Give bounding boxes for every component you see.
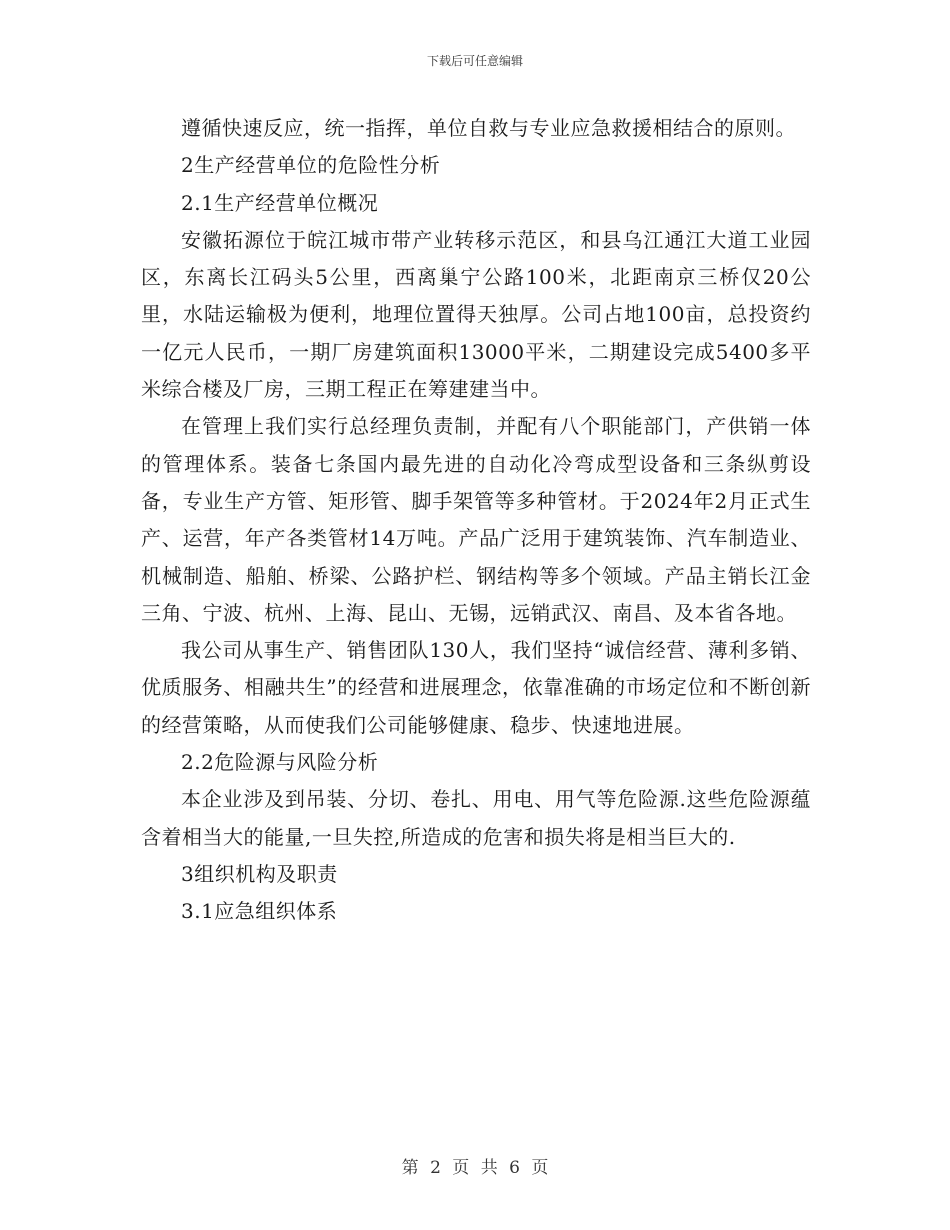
paragraph-management: 在管理上我们实行总经理负责制，并配有八个职能部门，产供销一体的管理体系。装备七条国内最先进的自动化冷弯成型设备和三条纵剪设备，专业生产方管、矩形管、脚手架管等多种管材。于2024年2月正式生产、运营，年产各类管材14万吨。产品广泛用于建筑装饰、汽车制造业、机械制造、船舶、桥梁、公路护栏、钢结构等多个领域。产品主销长江金三角、宁波、杭州、上海、昆山、无锡，远销武汉、南昌、及本省各地。 — [141, 414, 811, 625]
section-heading-2-2: 2.2危险源与风险分析 — [181, 750, 379, 775]
paragraph-hazards: 本企业涉及到吊装、分切、卷扎、用电、用气等危险源.这些危险源蕴含着相当大的能量,一旦失控,所造成的危害和损失将是相当巨大的. — [141, 787, 811, 849]
page-header: 下载后可任意编辑 — [426, 54, 523, 68]
paragraph-company-location: 安徽拓源位于皖江城市带产业转移示范区，和县乌江通江大道工业园区，东离长江码头5公里，西离巢宁公路100米，北距南京三桥仅20公里，水陆运输极为便利，地理位置得天独厚。公司占地100亩，总投资约一亿元人民币，一期厂房建筑面积13000平米，二期建设完成5400多平米综合楼及厂房，三期工程正在筹建建当中。 — [141, 227, 811, 402]
section-heading-2: 2生产经营单位的危险性分析 — [181, 153, 441, 178]
document-body — [141, 110, 811, 931]
section-heading-3: 3组织机构及职责 — [181, 861, 338, 886]
section-heading-3-1: 3.1应急组织体系 — [181, 899, 338, 924]
section-heading-2-1: 2.1生产经营单位概况 — [181, 190, 379, 215]
paragraph-principle: 遵循快速反应，统一指挥，单位自救与专业应急救援相结合的原则。 — [181, 116, 796, 140]
paragraph-team: 我公司从事生产、销售团队130人，我们坚持“诚信经营、薄利多销、优质服务、相融共生”的经营和进展理念，依靠准确的市场定位和不断创新的经营策略，从而使我们公司能够健康、稳步、快速地进展。 — [141, 638, 811, 737]
page-footer: 第 2 页 共 6 页 — [401, 1158, 549, 1178]
